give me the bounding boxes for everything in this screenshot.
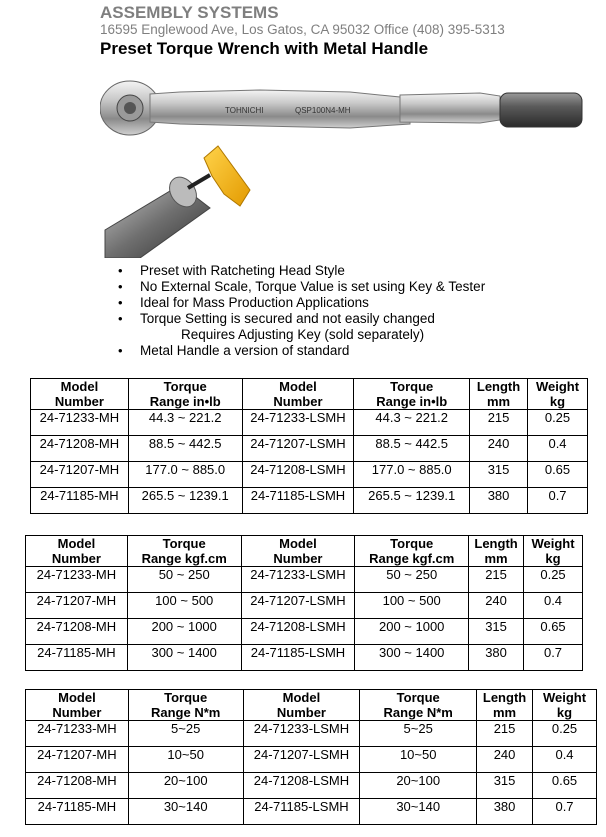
col-header-text: Model [279, 379, 317, 394]
table-cell: 24-71233-LSMH [242, 410, 354, 436]
table-cell: 265.5 ~ 1239.1 [354, 488, 470, 514]
col-header [469, 536, 524, 567]
feature-subitem: Requires Adjusting Key (sold separately) [181, 327, 425, 342]
col-header-text: Range in•lb [149, 394, 221, 409]
table-cell: 177.0 ~ 885.0 [354, 462, 470, 488]
table-cell: 10~50 [360, 747, 477, 773]
col-header-text: Number [52, 705, 102, 720]
col-header-text: Range in•lb [376, 394, 448, 409]
table-cell: 380 [477, 799, 533, 825]
table-cell: 265.5 ~ 1239.1 [128, 488, 242, 514]
col-header-text: Weight [531, 536, 575, 551]
col-header [528, 379, 588, 410]
col-header-text: Model [60, 379, 99, 394]
table-row [26, 645, 583, 671]
col-header-text: mm [492, 705, 517, 720]
table-row [26, 721, 597, 747]
table-cell: 215 [469, 567, 524, 593]
table-cell: 24-71207-MH [31, 462, 129, 488]
table-cell: 315 [477, 773, 533, 799]
table-cell: 50 ~ 250 [127, 567, 241, 593]
table-cell: 24-71185-LSMH [241, 645, 355, 671]
table-cell: 24-71207-LSMH [243, 747, 360, 773]
col-header-text: Range N*m [383, 705, 453, 720]
col-header-text: mm [486, 394, 511, 409]
col-header [243, 690, 360, 721]
col-header [477, 690, 533, 721]
col-header [31, 379, 129, 410]
col-header-text: Length [482, 690, 527, 705]
table-cell: 0.4 [528, 436, 588, 462]
spec-table-in-lb [30, 378, 588, 514]
col-header [470, 379, 528, 410]
table-cell: 240 [470, 436, 528, 462]
table-cell: 0.65 [524, 619, 583, 645]
table-cell: 24-71233-MH [26, 567, 128, 593]
table-cell: 88.5 ~ 442.5 [354, 436, 470, 462]
table-cell: 44.3 ~ 221.2 [128, 410, 242, 436]
table-cell: 24-71233-MH [31, 410, 129, 436]
feature-item: • Metal Handle a version of standard [118, 343, 485, 359]
table-cell: 0.4 [524, 593, 583, 619]
col-header-text: Length [474, 536, 518, 551]
company-name: ASSEMBLY SYSTEMS [100, 3, 279, 22]
wrench-model-text: QSP100N4-MH [295, 106, 351, 115]
col-header [360, 690, 477, 721]
page-title: Preset Torque Wrench with Metal Handle [100, 39, 429, 58]
table-cell: 215 [477, 721, 533, 747]
col-header [26, 536, 128, 567]
table-cell: 240 [469, 593, 524, 619]
col-header-text: Weight [535, 379, 580, 394]
table-cell: 24-71208-LSMH [242, 462, 354, 488]
table-cell: 5~25 [128, 721, 243, 747]
table-row [26, 567, 583, 593]
table-row [31, 436, 588, 462]
col-header-text: Model [57, 536, 96, 551]
table-cell: 380 [469, 645, 524, 671]
table-cell: 88.5 ~ 442.5 [128, 436, 242, 462]
col-header [354, 379, 470, 410]
torque-wrench-photo [100, 80, 585, 258]
col-header-text: kg [545, 551, 561, 566]
col-header [127, 536, 241, 567]
table-cell: 10~50 [128, 747, 243, 773]
spec-table-n-m [25, 689, 597, 825]
table-cell: 0.25 [524, 567, 583, 593]
col-header-text: Range kgf.cm [141, 551, 227, 566]
table-cell: 44.3 ~ 221.2 [354, 410, 470, 436]
table-cell: 240 [477, 747, 533, 773]
col-header-text: Torque [163, 379, 207, 394]
col-header [128, 379, 242, 410]
table-cell: 24-71207-MH [26, 747, 129, 773]
table-row [26, 593, 583, 619]
col-header-text: Range kgf.cm [369, 551, 455, 566]
spec-table-kgf-cm [25, 535, 583, 671]
table-cell: 24-71185-LSMH [242, 488, 354, 514]
col-header-text: kg [549, 394, 566, 409]
col-header [533, 690, 597, 721]
table-cell: 300 ~ 1400 [127, 645, 241, 671]
table-row [26, 773, 597, 799]
col-header [355, 536, 469, 567]
col-header-text: Model [58, 690, 96, 705]
table-cell: 0.7 [528, 488, 588, 514]
table-row [31, 488, 588, 514]
table-cell: 24-71207-LSMH [242, 436, 354, 462]
table-cell: 24-71185-MH [31, 488, 129, 514]
table-cell: 0.65 [533, 773, 597, 799]
feature-item: • Torque Setting is secured and not easily changed [118, 311, 485, 327]
col-header-text: Number [54, 394, 104, 409]
table-cell: 315 [469, 619, 524, 645]
col-header-text: Length [476, 379, 521, 394]
table-cell: 0.25 [533, 721, 597, 747]
col-header [241, 536, 355, 567]
feature-item: • Preset with Ratcheting Head Style [118, 263, 485, 279]
table-cell: 24-71233-LSMH [241, 567, 355, 593]
table-cell: 24-71207-MH [26, 593, 128, 619]
table-cell: 24-71208-MH [26, 619, 128, 645]
table-row [31, 410, 588, 436]
col-header [524, 536, 583, 567]
table-cell: 200 ~ 1000 [127, 619, 241, 645]
table-cell: 24-71185-LSMH [243, 799, 360, 825]
table-cell: 30~140 [128, 799, 243, 825]
table-row [31, 462, 588, 488]
table-cell: 100 ~ 500 [127, 593, 241, 619]
col-header-text: Weight [542, 690, 587, 705]
col-header-text: Number [273, 394, 323, 409]
table-cell: 30~140 [360, 799, 477, 825]
wrench-brand-text: TOHNICHI [225, 106, 264, 115]
col-header-text: mm [484, 551, 508, 566]
table-cell: 315 [470, 462, 528, 488]
table-cell: 0.65 [528, 462, 588, 488]
table-cell: 20~100 [360, 773, 477, 799]
table-cell: 24-71185-MH [26, 645, 128, 671]
col-header-text: Number [273, 551, 323, 566]
feature-list [118, 263, 485, 359]
table-cell: 0.25 [528, 410, 588, 436]
table-row [26, 747, 597, 773]
table-cell: 300 ~ 1400 [355, 645, 469, 671]
col-header [26, 690, 129, 721]
col-header-text: Number [276, 705, 326, 720]
table-cell: 5~25 [360, 721, 477, 747]
table-row [26, 619, 583, 645]
table-cell: 24-71208-MH [26, 773, 129, 799]
col-header-text: Range N*m [151, 705, 221, 720]
table-cell: 177.0 ~ 885.0 [128, 462, 242, 488]
feature-item: • Ideal for Mass Production Applications [118, 295, 485, 311]
col-header-text: kg [556, 705, 573, 720]
table-cell: 380 [470, 488, 528, 514]
col-header-text: Number [51, 551, 101, 566]
table-cell: 100 ~ 500 [355, 593, 469, 619]
table-cell: 0.7 [533, 799, 597, 825]
table-cell: 24-71208-LSMH [243, 773, 360, 799]
table-cell: 24-71233-LSMH [243, 721, 360, 747]
col-header [128, 690, 243, 721]
table-cell: 0.4 [533, 747, 597, 773]
company-address: 16595 Englewood Ave, Los Gatos, CA 95032 Office (408) 395-5313 [100, 22, 505, 37]
table-cell: 200 ~ 1000 [355, 619, 469, 645]
table-cell: 24-71185-MH [26, 799, 129, 825]
table-cell: 24-71233-MH [26, 721, 129, 747]
col-header-text: Torque [390, 536, 434, 551]
col-header-text: Torque [390, 379, 434, 394]
table-cell: 0.7 [524, 645, 583, 671]
feature-item: • No External Scale, Torque Value is set using Key & Tester [118, 279, 485, 295]
col-header-text: Model [282, 690, 321, 705]
col-header-text: Model [279, 536, 317, 551]
col-header-text: Torque [396, 690, 440, 705]
col-header-text: Torque [164, 690, 208, 705]
table-row [26, 799, 597, 825]
table-cell: 20~100 [128, 773, 243, 799]
table-cell: 24-71207-LSMH [241, 593, 355, 619]
col-header-text: Torque [162, 536, 206, 551]
col-header [242, 379, 354, 410]
table-cell: 24-71208-LSMH [241, 619, 355, 645]
table-cell: 215 [470, 410, 528, 436]
table-cell: 50 ~ 250 [355, 567, 469, 593]
table-cell: 24-71208-MH [31, 436, 129, 462]
